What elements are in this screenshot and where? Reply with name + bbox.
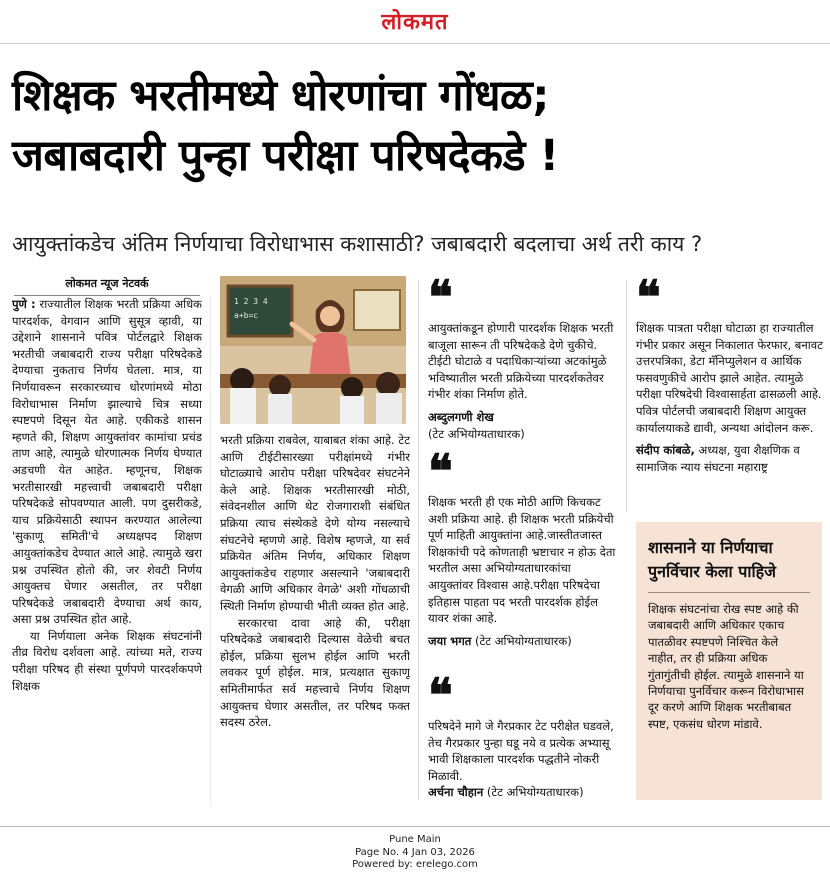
article-paragraph: सरकारचा दावा आहे की, परीक्षा परिषदेकडे जबाबदारी दिल्यास वेळेची बचत होईल, प्रक्रिया सुलभ होईल आणि भरती लवकर पूर्ण होईल. मात्र, प्रत्यक्षात सुकाणू समितीमार्फत सर्व महत्त्वाचे निर्णय शिक्षण आयुक्तच घेणार असतील, तर परिषद फक्त सदस्य ठरेल. (220, 615, 410, 730)
classroom-illustration-icon (220, 276, 406, 424)
quote-name: अब्दुलगणी शेख (428, 409, 494, 424)
callout-title: शासनाने या निर्णयाचा पुनर्विचार केला पाहिजे (648, 536, 810, 593)
callout-box (636, 522, 822, 800)
quote-block (428, 270, 616, 442)
quote-name: जया भगत (428, 633, 472, 648)
svg-text:a+b=c: a+b=c (234, 311, 259, 320)
quote-name: संदीप कांबळे, (636, 443, 695, 458)
article-paragraph: भरती प्रक्रिया राबवेल, याबाबत शंका आहे. टेट आणि टीईटीसारख्या परीक्षांमध्ये गंभीर घोटाळ्याचे आरोप परीक्षा परिषदेवर संघटनेने केले आहे. शिक्षक भरतीसारखी मोठी, संवेदनशील आणि थेट रोजगाराशी संबंधित प्रक्रिया त्याच संस्थेकडे देणे योग्य नसल्याचे संघटनेचे म्हणणे आहे. विशेष म्हणजे, या सर्व प्रक्रियेत अंतिम निर्णय, अधिकार शिक्षण आयुक्तांकडेच राहणार असल्याने 'जबाबदारी वेगळी आणि अधिकार वेगळे' अशी गोंधळाची स्थिती निर्माण होण्याची भीती व्यक्त होत आहे. (220, 433, 410, 613)
headline-line-1: शिक्षक भरतीमध्ये धोरणांचा गोंधळ; (12, 71, 549, 121)
column-divider (210, 296, 211, 806)
top-divider (0, 43, 830, 44)
headline-line-2: जबाबदारी पुन्हा परीक्षा परिषदेकडे ! (12, 131, 559, 181)
quote-block (636, 270, 824, 475)
article-column-2 (220, 432, 410, 810)
article-paragraph: राज्यातील शिक्षक भरती प्रक्रिया अधिक पारदर्शक, वेगवान आणि सुसूत्र व्हावी, या उद्देशाने शासनाने पवित्र पोर्टलद्वारे शिक्षक भरतीची जबाबदारी राज्य परीक्षा परिषदेकडे देण्याचा नुकताच निर्णय घेतला. मात्र, या निर्णयावरून सरकारच्याच धोरणांमध्ये मोठा विरोधाभास निर्माण झाल्याचे चित्र सध्या स्पष्टपणे दिसून येत आहे. एकीकडे शासन म्हणते की, शिक्षण आयुक्तांवर कामांचा प्रचंड ताण आहे, त्यामुळे धोरणात्मक निर्णय घेण्यात अडचणी येत आहेत. म्हणूनच, शिक्षक भरतीसारखी महत्त्वाची जबाबदारी परीक्षा परिषदेकडे सोपवण्यात आली. पण दुसरीकडे, याच प्रक्रियेसाठी स्थापन करण्यात आलेल्या 'सुकाणू समिती'चे अध्यक्षपद शिक्षण आयुक्तांकडेच देण्यात आले आहे. त्यामुळे खरा प्रश्न उपस्थित होतो की, जर शेवटी निर्णय आयुक्तच घेणार असतील, तर परीक्षा परिषदेकडे जबाबदारी देण्याचा अर्थ काय, असा प्रश्न उपस्थित होत आहे. (12, 297, 202, 627)
lokmat-logo[interactable]: लोकमत (381, 9, 449, 35)
callout-body: शिक्षक संघटनांचा रोख स्पष्ट आहे की जबाबदारी आणि अधिकार एकाच पातळीवर स्पष्टपणे निश्चित केले नाहीत, तर ही प्रक्रिया अधिक गुंतागुंतीची होईल. त्यामुळे शासनाने या निर्णयाचा पुनर्विचार करून विरोधाभास दूर करणे आणि शिक्षक भरतीबाबत स्पष्ट, एकसंध धोरण मांडावे. (648, 602, 804, 731)
quote-block (428, 668, 616, 801)
quote-role: (टेट अभियोग्यताधारक) (428, 426, 525, 441)
svg-text:1 2 3 4: 1 2 3 4 (234, 297, 268, 306)
edition-label: Pune Main (389, 834, 441, 845)
quote-name: अर्चना चौहान (428, 785, 484, 800)
quote-text: परिषदेने मागे जे गैरप्रकार टेट परीक्षेत घडवले, तेच गैरप्रकार पुन्हा घडू नये व प्रत्येक अभ्यासू भावी शिक्षकाला पारदर्शक पद्धतीने नोकरी मिळावी. (428, 719, 614, 783)
quote-block (428, 444, 616, 649)
quote-attribution (636, 442, 824, 475)
quote-mark-icon: ❝ (636, 270, 661, 324)
page-date-label: Page No. 4 Jan 03, 2026 (355, 846, 475, 858)
quote-mark-icon: ❝ (428, 270, 453, 324)
quote-text: शिक्षक भरती ही एक मोठी आणि किचकट अशी प्रक्रिया आहे. ही शिक्षक भरती प्रक्रियेची पूर्ण माहिती आयुक्तांना आहे.जास्तीतजास्त शिक्षकांची पदे कोणताही भ्रष्टाचार न होऊ देता भरतील असा अभियोग्यताधारकांचा आयुक्तांवर विश्वास आहे.परीक्षा परिषदेचा इतिहास पाहता पद भरती पारदर्शक होईल यावर शंका आहे. (428, 495, 616, 626)
quote-role: (टेट अभियोग्यताधारक) (486, 785, 584, 800)
quote-text: आयुक्तांकडून होणारी पारदर्शक शिक्षक भरती बाजूला सारून ती परिषदेकडे देणे चुकीचे. टीईटी घोटाळे व पदाधिकाऱ्यांच्या अटकांमुळे भविष्यातील भरती प्रक्रियेच्या पारदर्शकतेवर गंभीर शंका निर्माण होते. (428, 321, 614, 402)
article-paragraph: या निर्णयाला अनेक शिक्षक संघटनांनी तीव्र विरोध दर्शवला आहे. त्यांच्या मते, राज्य परीक्षा परिषद ही संस्था पूर्णपणे पारदर्शकपणे शिक्षक (12, 628, 202, 693)
quote-text: शिक्षक पात्रता परीक्षा घोटाळा हा राज्यातील गंभीर प्रकार असून निकालात फेरफार, बनावट उत्तरपत्रिका, डेटा मॅनिप्युलेशन व आर्थिक फसवणुकीचे आरोप झाले आहेत. त्यामुळे परीक्षा परिषदेची विश्वासार्हता ढासळली आहे. पवित्र पोर्टलची जबाबदारी शिक्षण आयुक्त कार्यालयाकडे द्यावी, अन्यथा आंदोलन करू. (636, 321, 823, 435)
page-footer (0, 834, 830, 872)
column-divider (626, 280, 627, 512)
masthead (0, 6, 830, 36)
headline (12, 66, 822, 186)
powered-by-link[interactable]: Powered by: erelego.com (352, 859, 478, 870)
column-divider (418, 280, 419, 800)
quote-mark-icon: ❝ (428, 444, 453, 498)
byline: लोकमत न्यूज नेटवर्क (14, 276, 200, 296)
subheadline: आयुक्तांकडेच अंतिम निर्णयाचा विरोधाभास कशासाठी? जबाबदारी बदलाचा अर्थ तरी काय ? (12, 232, 703, 256)
dateline: पुणे : (12, 297, 36, 311)
quote-attribution (428, 784, 616, 801)
quote-role: (टेट अभियोग्यताधारक) (474, 633, 572, 648)
article-column-1 (12, 296, 202, 806)
quote-mark-icon: ❝ (428, 668, 453, 722)
quote-attribution (428, 409, 616, 442)
bottom-divider (0, 826, 830, 827)
quote-role: अध्यक्ष, युवा शैक्षणिक व सामाजिक न्याय संघटना महाराष्ट्र (636, 443, 800, 474)
quote-attribution (428, 633, 616, 650)
